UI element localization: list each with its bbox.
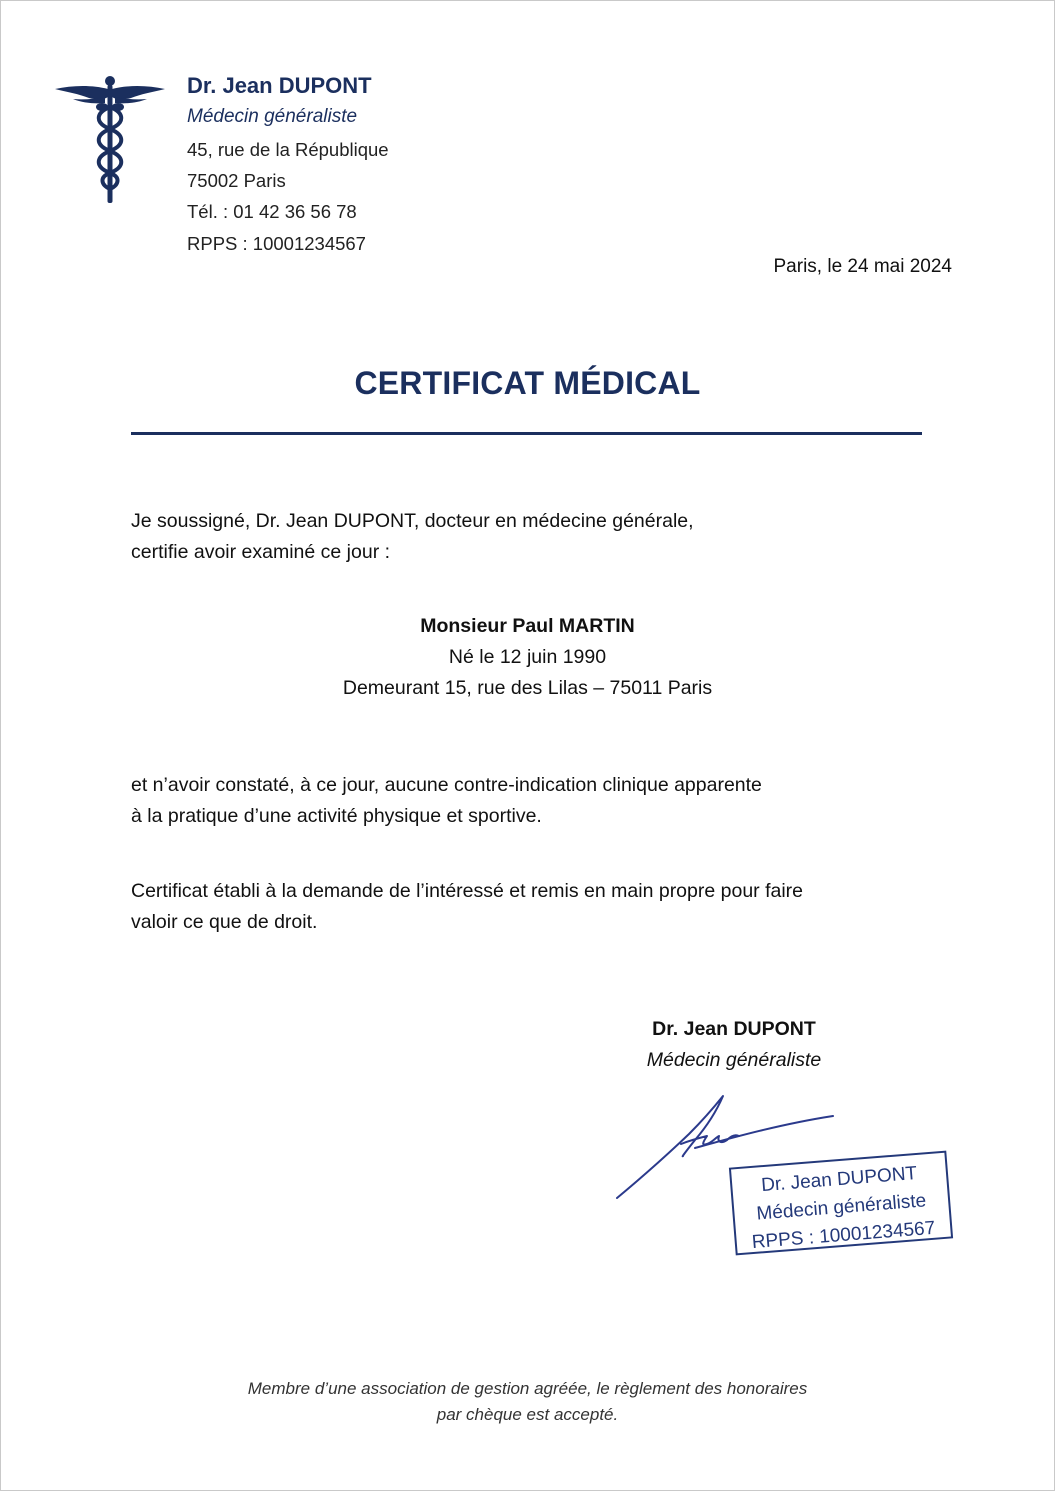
stamp-line-name: Dr. Jean DUPONT xyxy=(760,1162,918,1197)
document-date: Paris, le 24 mai 2024 xyxy=(773,256,952,277)
intro-line-1: Je soussigné, Dr. Jean DUPONT, docteur en médecine générale, xyxy=(131,510,694,532)
signatory-specialty: Médecin généraliste xyxy=(646,1049,822,1071)
closing-line-1: Certificat établi à la demande de l’intéressé et remis en main propre pour faire xyxy=(131,880,804,902)
footer-line-2: par chèque est accepté. xyxy=(436,1405,619,1424)
signatory-name: Dr. Jean DUPONT xyxy=(652,1018,816,1040)
stamp-line-specialty: Médecin généraliste xyxy=(755,1190,927,1225)
doctor-city: 75002 Paris xyxy=(187,170,286,191)
title-divider xyxy=(131,432,922,435)
caduceus-icon xyxy=(53,73,167,207)
stamp-line-rpps: RPPS : 10001234567 xyxy=(751,1217,936,1254)
doctor-rpps: RPPS : 10001234567 xyxy=(187,233,366,254)
patient-address: Demeurant 15, rue des Lilas – 75011 Paris xyxy=(342,677,713,699)
doctor-name: Dr. Jean DUPONT xyxy=(187,73,372,98)
patient-name: Monsieur Paul MARTIN xyxy=(420,615,635,637)
finding-line-2: à la pratique d’une activité physique et sportive. xyxy=(131,805,542,827)
doctor-street: 45, rue de la République xyxy=(187,139,389,160)
finding-line-1: et n’avoir constaté, à ce jour, aucune contre-indication clinique apparente xyxy=(131,774,762,796)
patient-birth: Né le 12 juin 1990 xyxy=(448,646,607,668)
doctor-specialty: Médecin généraliste xyxy=(187,106,358,127)
document-title: CERTIFICAT MÉDICAL xyxy=(354,365,701,401)
intro-line-2: certifie avoir examiné ce jour : xyxy=(131,541,391,563)
footer-line-1: Membre d’une association de gestion agréée, le règlement des honoraires xyxy=(247,1379,808,1398)
closing-line-2: valoir ce que de droit. xyxy=(131,911,318,933)
doctor-stamp xyxy=(729,1151,953,1256)
doctor-phone: Tél. : 01 42 36 56 78 xyxy=(187,201,357,222)
